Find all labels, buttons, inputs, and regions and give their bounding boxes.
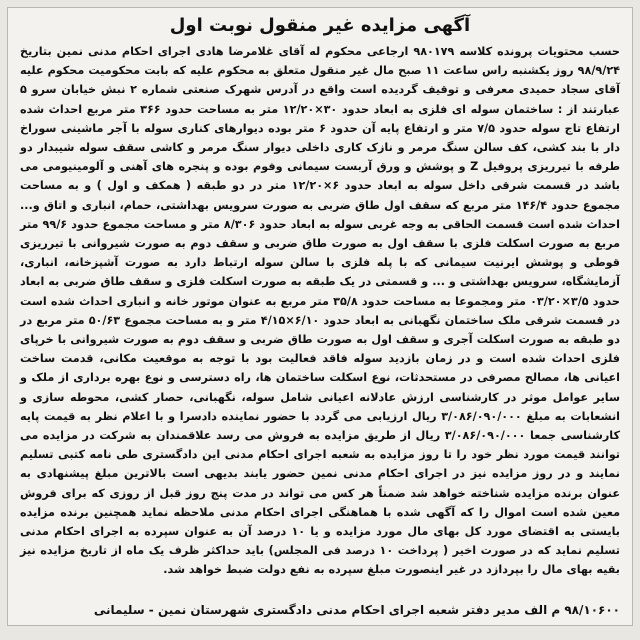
auction-notice <box>7 7 633 626</box>
notice-title: آگهی مزایده غیر منقول نوبت اول <box>169 15 471 36</box>
notice-body: حسب محتویات پرونده کلاسه ۹۸۰۱۷۹ ارجاعی محکوم له آقای غلامرضا هادی اجرای احکام مدنی نمین بتاریخ ۹۸/۹/۲۴ روز یکشنبه راس ساعت ۱۱ صبح مال غیر منقول متعلق به محکوم علیه که بابت محکومیت محکوم علیه آقای سجاد حمیدی معرفی و توقیف گردیده است واقع در آدرس شهرک صنعتی شماره ۲ نبش خیابان سرو ۵ عبارتند از : ساختمان سوله ای فلزی به ابعاد حدود ۳۰×۱۲/۲۰ متر به مساحت حدود ۳۶۶ متر مربع احداث شده ارتفاع تاج سوله حدود ۷/۵ متر و ارتفاع پایه آن حدود ۶ متر بوده دیوارهای کناری سوله با آجر ماشینی سوراخ دار با بند کشی، کف سالن سنگ مرمر و نازک کاری داخلی دیوار سنگ مرمر و کاشی سقف سوله شیبدار دو طرفه با تیرریزی پروفیل Z و پوشش و ورق آربست سیمانی وفوم بوده و پنجره های آهنی و آلومینیومی می باشد در قسمت شرقی داخل سوله به ابعاد حدود ۶×۱۲/۲۰ متر در دو طبقه ( همکف و اول ) و به مساحت مجموع حدود ۱۴۶/۴ متر مربع که سقف اول طاق ضربی به صورت سرویس بهداشتی، حمام، انباری و اتاق و... احداث شده است قسمت الحاقی به وجه غربی سوله به ابعاد حدود ۸/۳۰۶ متر و مساحت مجموع حدود ۹۹/۶ متر مربع به صورت اسکلت فلزی با سقف اول به صورت طاق ضربی و سقف دوم به صورت شیروانی با تیرریزی قوطی و پوشش ایرنیت سیمانی که با پله فلزی با سالن سوله ارتباط دارد به صورت آشپزخانه، انباری، آزمایشگاه، سرویس بهداشتی و ... و قسمتی در یک طبقه به صورت اسکلت فلزی و سقف طاق ضربی به ابعاد حدود ۳/۵×۰۳/۲۰ متر ومجموعا به مساحت حدود ۳۵/۸ متر مربع به عنوان موتور خانه و انباری احداث شده است در قسمت شرقی ملک ساختمان نگهبانی به ابعاد حدود ۶/۱۰×۴/۱۵ متر و به مساحت مجموع ۵۰/۶۳ متر مربع در دو طبقه به صورت اسکلت آجری و سقف اول به صورت طاق ضربی و سقف دوم به صورت شیروانی با خرپای فلزی احداث شده است و در زمان بازدید سوله فاقد فعالیت بود با توجه به موقعیت مکانی، قدمت ساخت اعیانی ها، مصالح مصرفی در مستحدثات، نوع اسکلت ساختمان ها، راه دسترسی و نوع بهره برداری از ملک و سایر عوامل موثر در کارشناسی ارزش عادلانه اعیانی شامل سوله، نگهبانی، حصار کشی، محوطه سازی و انشعابات به مبلغ ۳/۰۸۶/۰۹۰/۰۰۰ ریال ارزیابی می گردد با حضور نماینده دادسرا و با اعلام نظر به قیمت پایه کارشناسی جمعا ۳/۰۸۶/۰۹۰/۰۰۰ ریال از طریق مزایده به فروش می رسد علاقمندان به شرکت در مزایده می توانند قیمت مورد نظر خود را تا روز مزایده به شعبه اجرای احکام مدنی این دادگستری طی نامه کتبی تسلیم نمایند و در روز مزایده نیز در اجرای احکام مدنی نمین حضور یابند بدیهی است بالاترین مبلغ پیشنهادی به عنوان برنده مزایده شناخته خواهد شد ضمناً هر کس می تواند در مدت پنج روز قبل از روزی که برای فروش معین شده است اموال را که آگهی شده با هماهنگی اجرای احکام مدنی ملاحظه نماید همچنین برنده مزایده بایستی به اقتضای مورد کل بهای مال مورد مزایده و یا ۱۰ درصد آن به عنوان سپرده به اجرای احکام مدنی تسلیم نماید که در صورت اخیر ( پرداخت ۱۰ درصد فی المجلس) باید حداکثر ظرف یک ماه از تاریخ مزایده نیز بقیه بهای مال را بپردازد در غیر اینصورت مبلغ سپرده به نفع دولت ضبط خواهد شد. <box>20 45 621 577</box>
notice-footer: ۹۸/۱۰۶۰۰ م الف مدیر دفتر شعبه اجرای احکام مدنی دادگستری شهرستان نمین - سلیمانی <box>93 603 620 617</box>
